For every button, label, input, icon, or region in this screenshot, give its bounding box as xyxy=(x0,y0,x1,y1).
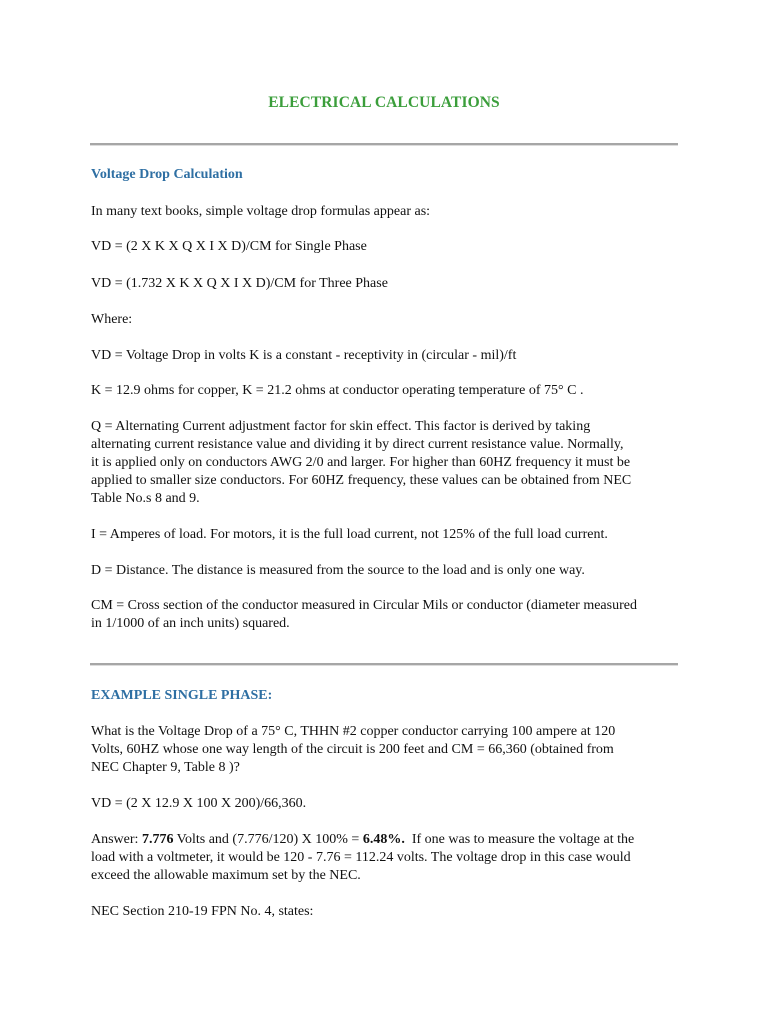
example-question-line: NEC Chapter 9, Table 8 )? xyxy=(91,760,240,775)
example-question xyxy=(91,723,691,777)
definition-q xyxy=(91,418,691,508)
intro-paragraph: In many text books, simple voltage drop formulas appear as: xyxy=(91,204,431,219)
definition-q-line: applied to smaller size conductors. For 60HZ frequency, these values can be obtained from NEC xyxy=(91,473,632,488)
definition-i: I = Amperes of load. For motors, it is the full load current, not 125% of the full load current. xyxy=(91,527,608,542)
definition-k: K = 12.9 ohms for copper, K = 21.2 ohms at conductor operating temperature of 75° C . xyxy=(91,383,584,398)
example-question-line: Volts, 60HZ whose one way length of the circuit is 200 feet and CM = 66,360 (obtained from xyxy=(91,742,614,757)
answer-paragraph xyxy=(91,831,691,885)
formula-three-phase: VD = (1.732 X K X Q X I X D)/CM for Three Phase xyxy=(91,276,388,291)
answer-line xyxy=(91,831,691,849)
section-heading-voltage-drop: Voltage Drop Calculation xyxy=(91,167,243,182)
definition-cm-line: CM = Cross section of the conductor measured in Circular Mils or conductor (diameter measured xyxy=(91,598,637,613)
section-heading-example: EXAMPLE SINGLE PHASE: xyxy=(91,688,273,703)
definition-cm-line: in 1/1000 of an inch units) squared. xyxy=(91,616,290,631)
answer-rest: If one was to measure the voltage at the xyxy=(404,832,635,847)
definition-cm xyxy=(91,597,691,633)
example-calculation: VD = (2 X 12.9 X 100 X 200)/66,360. xyxy=(91,796,307,811)
answer-volts: 7.776 xyxy=(141,832,174,847)
where-label: Where: xyxy=(91,312,133,327)
answer-prefix: Answer: xyxy=(91,832,142,847)
nec-section-note: NEC Section 210-19 FPN No. 4, states: xyxy=(91,904,314,919)
definition-q-line: Table No.s 8 and 9. xyxy=(91,491,200,506)
answer-middle: Volts and (7.776/120) X 100% = xyxy=(173,832,363,847)
definition-q-line: it is applied only on conductors AWG 2/0 and larger. For higher than 60HZ frequency it must be xyxy=(91,455,631,470)
definition-d: D = Distance. The distance is measured from the source to the load and is only one way. xyxy=(91,563,585,578)
horizontal-rule-middle xyxy=(90,663,678,666)
document-title: ELECTRICAL CALCULATIONS xyxy=(268,94,500,111)
definition-q-line: Q = Alternating Current adjustment factor for skin effect. This factor is derived by taking xyxy=(91,419,591,434)
definition-q-line: alternating current resistance value and dividing it by direct current resistance value. Normally, xyxy=(91,437,624,452)
example-question-line: What is the Voltage Drop of a 75° C, THHN #2 copper conductor carrying 100 ampere at 120 xyxy=(91,724,616,739)
formula-single-phase: VD = (2 X K X Q X I X D)/CM for Single Phase xyxy=(91,239,367,254)
answer-line: exceed the allowable maximum set by the NEC. xyxy=(91,868,361,883)
answer-line: load with a voltmeter, it would be 120 - 7.76 = 112.24 volts. The voltage drop in this case would xyxy=(91,850,631,865)
answer-percent: 6.48%. xyxy=(362,832,405,847)
definition-vd: VD = Voltage Drop in volts K is a constant - receptivity in (circular - mil)/ft xyxy=(91,348,517,363)
horizontal-rule-top xyxy=(90,143,678,146)
